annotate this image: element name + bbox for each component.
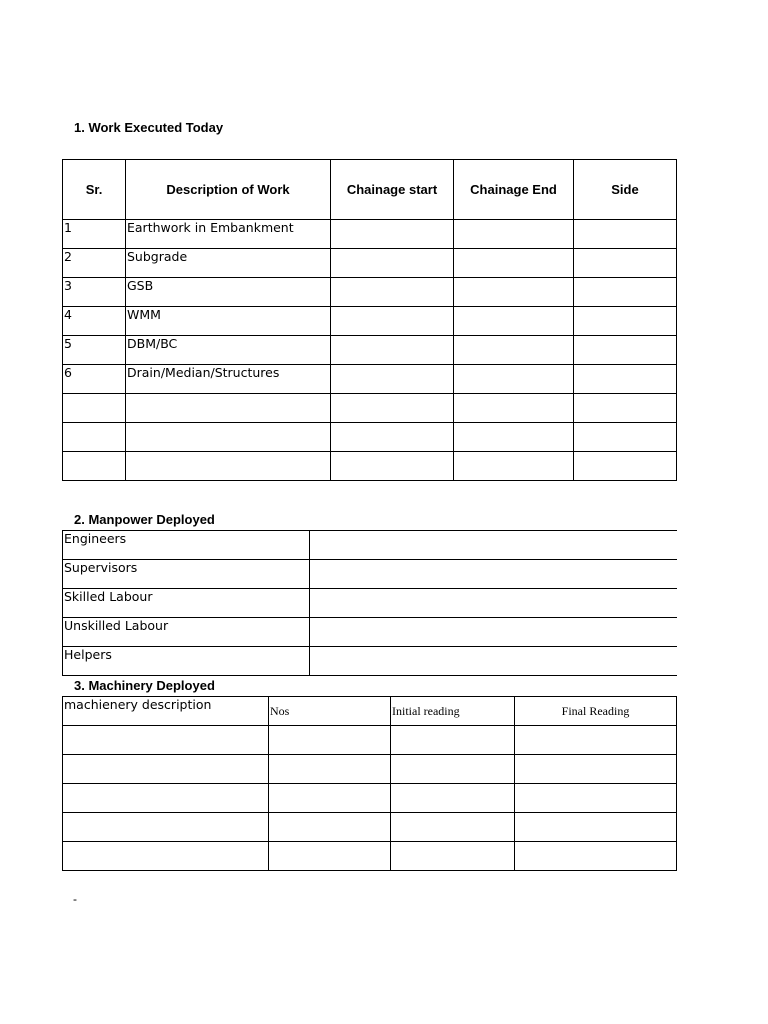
empty-cell[interactable]: [63, 842, 269, 871]
empty-cell[interactable]: [63, 452, 126, 481]
row-description: DBM/BC: [127, 336, 178, 351]
empty-cell[interactable]: [574, 394, 677, 423]
empty-table-row: [63, 726, 677, 755]
empty-cell[interactable]: [515, 726, 677, 755]
column-header-machinery-description: machienery description: [64, 697, 212, 712]
manpower-label: Unskilled Labour: [64, 618, 169, 633]
table-row: [63, 618, 677, 647]
row-description: Drain/Median/Structures: [127, 365, 280, 380]
section1-heading: 1. Work Executed Today: [74, 120, 224, 135]
empty-cell[interactable]: [454, 394, 574, 423]
table-row: [63, 278, 677, 307]
manpower-value-cell[interactable]: [310, 531, 677, 560]
table-row: [63, 589, 677, 618]
manpower-value-cell[interactable]: [310, 589, 677, 618]
column-header-final-reading: Final Reading: [561, 704, 630, 718]
empty-table-row: [63, 784, 677, 813]
empty-cell[interactable]: [454, 423, 574, 452]
column-header-description: Description of Work: [126, 160, 331, 220]
empty-cell[interactable]: [515, 813, 677, 842]
row-description: Earthwork in Embankment: [127, 220, 294, 235]
chainage-end-cell[interactable]: [454, 307, 574, 336]
row-sr: 3: [64, 278, 72, 293]
chainage-end-cell[interactable]: [454, 220, 574, 249]
row-description: GSB: [127, 278, 154, 293]
table-row: [63, 249, 677, 278]
manpower-value-cell[interactable]: [310, 618, 677, 647]
table-row: [63, 307, 677, 336]
chainage-end-cell[interactable]: [454, 365, 574, 394]
empty-cell[interactable]: [269, 813, 391, 842]
row-sr: 6: [64, 365, 72, 380]
empty-cell[interactable]: [391, 726, 515, 755]
chainage-start-cell[interactable]: [331, 249, 454, 278]
empty-cell[interactable]: [454, 452, 574, 481]
table-row: [63, 560, 677, 589]
empty-cell[interactable]: [331, 394, 454, 423]
empty-cell[interactable]: [515, 784, 677, 813]
column-header-chainage-end: Chainage End: [454, 160, 574, 220]
empty-cell[interactable]: [63, 784, 269, 813]
empty-cell[interactable]: [269, 726, 391, 755]
empty-cell[interactable]: [331, 423, 454, 452]
manpower-label: Engineers: [64, 531, 127, 546]
column-header-initial-reading: Initial reading: [392, 704, 460, 718]
table-header-row: [63, 160, 677, 220]
empty-cell[interactable]: [269, 784, 391, 813]
empty-cell[interactable]: [126, 452, 331, 481]
empty-cell[interactable]: [126, 394, 331, 423]
row-sr: 2: [64, 249, 72, 264]
manpower-label: Supervisors: [64, 560, 138, 575]
empty-cell[interactable]: [269, 842, 391, 871]
empty-cell[interactable]: [515, 842, 677, 871]
row-description: Subgrade: [127, 249, 188, 264]
chainage-end-cell[interactable]: [454, 249, 574, 278]
empty-table-row: [63, 755, 677, 784]
side-cell[interactable]: [574, 220, 677, 249]
manpower-value-cell[interactable]: [310, 560, 677, 589]
table-row: [63, 647, 677, 676]
manpower-label: Helpers: [64, 647, 112, 662]
column-header-side: Side: [574, 160, 677, 220]
row-sr: 1: [64, 220, 72, 235]
chainage-start-cell[interactable]: [331, 220, 454, 249]
machinery-table: [62, 696, 677, 871]
side-cell[interactable]: [574, 307, 677, 336]
table-header-row: [63, 697, 677, 726]
side-cell[interactable]: [574, 365, 677, 394]
empty-cell[interactable]: [515, 755, 677, 784]
empty-table-row: [63, 842, 677, 871]
row-description: WMM: [127, 307, 161, 322]
empty-cell[interactable]: [63, 755, 269, 784]
empty-cell[interactable]: [391, 784, 515, 813]
chainage-start-cell[interactable]: [331, 336, 454, 365]
side-cell[interactable]: [574, 336, 677, 365]
chainage-end-cell[interactable]: [454, 278, 574, 307]
empty-table-row: [63, 452, 677, 481]
work-executed-table: [62, 159, 677, 481]
empty-table-row: [63, 813, 677, 842]
column-header-nos: Nos: [270, 704, 290, 718]
empty-cell[interactable]: [391, 755, 515, 784]
empty-cell[interactable]: [574, 423, 677, 452]
manpower-label: Skilled Labour: [64, 589, 153, 604]
row-sr: 5: [64, 336, 72, 351]
empty-cell[interactable]: [63, 813, 269, 842]
manpower-value-cell[interactable]: [310, 647, 677, 676]
empty-cell[interactable]: [269, 755, 391, 784]
empty-table-row: [63, 394, 677, 423]
empty-cell[interactable]: [574, 452, 677, 481]
table-row: [63, 336, 677, 365]
empty-cell[interactable]: [331, 452, 454, 481]
chainage-start-cell[interactable]: [331, 307, 454, 336]
column-header-chainage-start: Chainage start: [331, 160, 454, 220]
table-row: [63, 365, 677, 394]
column-header-sr: Sr.: [63, 160, 126, 220]
empty-cell[interactable]: [391, 842, 515, 871]
empty-cell[interactable]: [126, 423, 331, 452]
row-sr: 4: [64, 307, 72, 322]
chainage-start-cell[interactable]: [331, 365, 454, 394]
empty-cell[interactable]: [391, 813, 515, 842]
footer-dash: -: [73, 892, 77, 906]
empty-cell[interactable]: [63, 726, 269, 755]
table-row: [63, 220, 677, 249]
manpower-table: [62, 530, 677, 676]
empty-cell[interactable]: [63, 423, 126, 452]
chainage-end-cell[interactable]: [454, 336, 574, 365]
section3-heading: 3. Machinery Deployed: [74, 678, 215, 693]
empty-table-row: [63, 423, 677, 452]
section2-heading: 2. Manpower Deployed: [74, 512, 215, 527]
side-cell[interactable]: [574, 278, 677, 307]
table-row: [63, 531, 677, 560]
empty-cell[interactable]: [63, 394, 126, 423]
side-cell[interactable]: [574, 249, 677, 278]
chainage-start-cell[interactable]: [331, 278, 454, 307]
